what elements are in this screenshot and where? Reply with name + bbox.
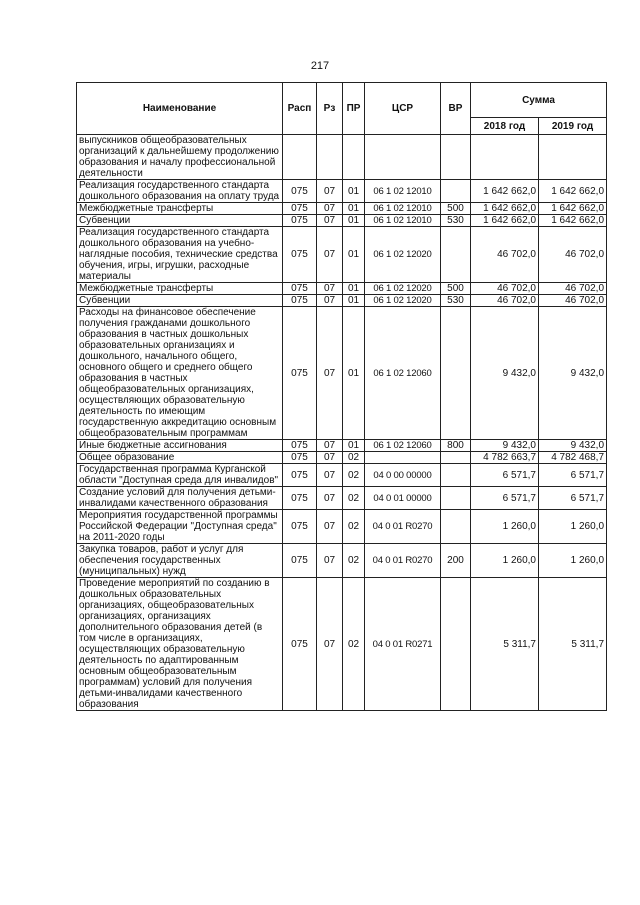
col-header-2019: 2019 год	[539, 118, 607, 135]
cell-rasp: 075	[283, 452, 317, 464]
header-row	[77, 83, 607, 118]
cell-csr: 06 1 02 12060	[365, 440, 441, 452]
cell-rz: 07	[317, 227, 343, 283]
cell-csr: 04 0 01 R0270	[365, 544, 441, 578]
col-header-rz: Рз	[317, 83, 343, 135]
cell-name: Субвенции	[77, 215, 283, 227]
cell-csr: 06 1 02 12010	[365, 215, 441, 227]
cell-csr: 06 1 02 12020	[365, 295, 441, 307]
cell-name: Межбюджетные трансферты	[77, 203, 283, 215]
cell-name: выпускников общеобразовательных организаций к дальнейшему продолжению образования и началу профессиональной деятельности	[77, 135, 283, 180]
cell-y2019: 6 571,7	[539, 487, 607, 510]
cell-y2018: 6 571,7	[471, 464, 539, 487]
cell-rasp: 075	[283, 578, 317, 711]
table-row	[77, 203, 607, 215]
cell-csr: 04 0 01 R0270	[365, 510, 441, 544]
cell-y2018: 46 702,0	[471, 227, 539, 283]
cell-y2019: 46 702,0	[539, 295, 607, 307]
cell-rasp: 075	[283, 510, 317, 544]
cell-y2019: 1 642 662,0	[539, 180, 607, 203]
cell-y2019: 6 571,7	[539, 464, 607, 487]
cell-csr: 06 1 02 12020	[365, 227, 441, 283]
cell-rz: 07	[317, 440, 343, 452]
cell-rz	[317, 135, 343, 180]
cell-rz: 07	[317, 487, 343, 510]
cell-pr: 01	[343, 215, 365, 227]
cell-rasp: 075	[283, 227, 317, 283]
col-header-rasp: Расп	[283, 83, 317, 135]
col-header-sum: Сумма	[471, 83, 607, 118]
cell-name: Создание условий для получения детьми-инвалидами качественного образования	[77, 487, 283, 510]
cell-pr: 01	[343, 227, 365, 283]
table-row	[77, 307, 607, 440]
cell-csr: 04 0 01 00000	[365, 487, 441, 510]
cell-y2018: 46 702,0	[471, 295, 539, 307]
cell-rz: 07	[317, 215, 343, 227]
cell-rasp	[283, 135, 317, 180]
cell-y2018: 1 260,0	[471, 544, 539, 578]
cell-pr: 01	[343, 440, 365, 452]
cell-rz: 07	[317, 544, 343, 578]
cell-rz: 07	[317, 283, 343, 295]
cell-y2018: 46 702,0	[471, 283, 539, 295]
cell-rasp: 075	[283, 215, 317, 227]
cell-vr: 800	[441, 440, 471, 452]
col-header-name: Наименование	[77, 83, 283, 135]
cell-name: Иные бюджетные ассигнования	[77, 440, 283, 452]
cell-vr	[441, 464, 471, 487]
cell-rasp: 075	[283, 307, 317, 440]
cell-csr: 06 1 02 12060	[365, 307, 441, 440]
cell-vr	[441, 227, 471, 283]
cell-rasp: 075	[283, 464, 317, 487]
cell-y2018: 1 260,0	[471, 510, 539, 544]
cell-y2018: 6 571,7	[471, 487, 539, 510]
cell-name: Государственная программа Курганской области "Доступная среда для инвалидов"	[77, 464, 283, 487]
cell-rasp: 075	[283, 440, 317, 452]
cell-y2018: 9 432,0	[471, 307, 539, 440]
cell-csr: 06 1 02 12010	[365, 180, 441, 203]
cell-name: Проведение мероприятий по созданию в дошкольных образовательных организациях, общеобразовательных организациях, организациях дополнительного образования детей (в том числе в организациях, осуществляющих образовательную деятельность по адаптированным основным общеобразовательным программам) условий для получения детьми-инвалидами качественного образования	[77, 578, 283, 711]
cell-rz: 07	[317, 307, 343, 440]
table-row	[77, 464, 607, 487]
cell-vr	[441, 510, 471, 544]
cell-y2018: 1 642 662,0	[471, 215, 539, 227]
cell-rasp: 075	[283, 203, 317, 215]
cell-y2019: 1 642 662,0	[539, 203, 607, 215]
cell-pr: 02	[343, 452, 365, 464]
page-number: 217	[310, 60, 330, 72]
cell-name: Субвенции	[77, 295, 283, 307]
cell-vr: 500	[441, 203, 471, 215]
cell-pr: 01	[343, 180, 365, 203]
table-row	[77, 227, 607, 283]
cell-name: Межбюджетные трансферты	[77, 283, 283, 295]
cell-y2019: 1 260,0	[539, 544, 607, 578]
cell-rz: 07	[317, 578, 343, 711]
budget-table	[76, 82, 607, 711]
cell-y2019: 4 782 468,7	[539, 452, 607, 464]
cell-csr	[365, 135, 441, 180]
cell-pr: 01	[343, 283, 365, 295]
cell-name: Общее образование	[77, 452, 283, 464]
cell-rz: 07	[317, 464, 343, 487]
cell-pr: 02	[343, 487, 365, 510]
table-row	[77, 578, 607, 711]
cell-y2019: 1 642 662,0	[539, 215, 607, 227]
col-header-csr: ЦСР	[365, 83, 441, 135]
cell-rz: 07	[317, 295, 343, 307]
table-body	[77, 135, 607, 711]
cell-vr	[441, 135, 471, 180]
cell-rasp: 075	[283, 180, 317, 203]
cell-rz: 07	[317, 452, 343, 464]
col-header-vr: ВР	[441, 83, 471, 135]
cell-name: Расходы на финансовое обеспечение получения гражданами дошкольного образования в частных дошкольных образовательных организациях и дошкольного, начального общего, основного общего и среднего общего образования в частных общеобразовательных организациях, осуществляющих образовательную деятельность по имеющим государственную аккредитацию основным общеобразовательным программам	[77, 307, 283, 440]
table-row	[77, 510, 607, 544]
table-row	[77, 283, 607, 295]
table-row	[77, 452, 607, 464]
table-row	[77, 487, 607, 510]
cell-vr: 530	[441, 295, 471, 307]
cell-csr: 06 1 02 12020	[365, 283, 441, 295]
cell-csr: 06 1 02 12010	[365, 203, 441, 215]
cell-y2019: 5 311,7	[539, 578, 607, 711]
cell-vr	[441, 307, 471, 440]
cell-vr	[441, 487, 471, 510]
cell-vr: 200	[441, 544, 471, 578]
cell-pr: 01	[343, 203, 365, 215]
cell-name: Реализация государственного стандарта дошкольного образования на учебно-наглядные пособия, технические средства обучения, игры, игрушки, расходные материалы	[77, 227, 283, 283]
cell-vr	[441, 578, 471, 711]
cell-y2019: 9 432,0	[539, 440, 607, 452]
cell-vr: 530	[441, 215, 471, 227]
table-row	[77, 215, 607, 227]
table-row	[77, 544, 607, 578]
cell-y2019: 9 432,0	[539, 307, 607, 440]
table-row	[77, 135, 607, 180]
cell-pr: 01	[343, 307, 365, 440]
cell-y2018: 9 432,0	[471, 440, 539, 452]
cell-pr	[343, 135, 365, 180]
col-header-pr: ПР	[343, 83, 365, 135]
cell-y2019: 1 260,0	[539, 510, 607, 544]
cell-csr: 04 0 01 R0271	[365, 578, 441, 711]
table-row	[77, 440, 607, 452]
cell-rasp: 075	[283, 487, 317, 510]
col-header-2018: 2018 год	[471, 118, 539, 135]
cell-y2018: 5 311,7	[471, 578, 539, 711]
cell-rz: 07	[317, 180, 343, 203]
cell-rasp: 075	[283, 544, 317, 578]
cell-csr	[365, 452, 441, 464]
cell-y2018: 1 642 662,0	[471, 180, 539, 203]
cell-rasp: 075	[283, 283, 317, 295]
cell-pr: 02	[343, 464, 365, 487]
cell-y2018	[471, 135, 539, 180]
cell-rasp: 075	[283, 295, 317, 307]
cell-vr: 500	[441, 283, 471, 295]
cell-pr: 02	[343, 510, 365, 544]
table-row	[77, 295, 607, 307]
cell-y2019: 46 702,0	[539, 283, 607, 295]
cell-name: Мероприятия государственной программы Российской Федерации "Доступная среда" на 2011-2020 годы	[77, 510, 283, 544]
table-row	[77, 180, 607, 203]
cell-y2018: 1 642 662,0	[471, 203, 539, 215]
cell-y2018: 4 782 663,7	[471, 452, 539, 464]
cell-rz: 07	[317, 510, 343, 544]
cell-pr: 01	[343, 295, 365, 307]
cell-y2019: 46 702,0	[539, 227, 607, 283]
cell-pr: 02	[343, 578, 365, 711]
cell-pr: 02	[343, 544, 365, 578]
cell-vr	[441, 452, 471, 464]
cell-csr: 04 0 00 00000	[365, 464, 441, 487]
cell-y2019	[539, 135, 607, 180]
cell-name: Закупка товаров, работ и услуг для обеспечения государственных (муниципальных) нужд	[77, 544, 283, 578]
cell-name: Реализация государственного стандарта дошкольного образования на оплату труда	[77, 180, 283, 203]
cell-rz: 07	[317, 203, 343, 215]
cell-vr	[441, 180, 471, 203]
